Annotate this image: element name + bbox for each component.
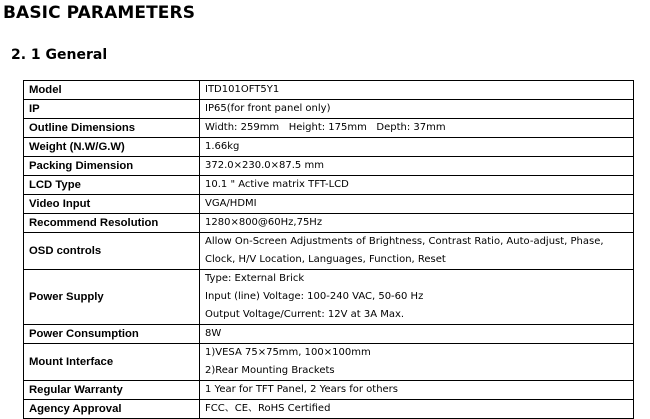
table-row-osd-controls (24, 233, 634, 270)
table-row-video-input (24, 195, 634, 214)
row-value: 1280×800@60Hz,75Hz (200, 214, 634, 233)
page-title: BASIC PARAMETERS (3, 3, 196, 23)
row-label: Power Consumption (24, 325, 200, 344)
table-row-recommend-resolution (24, 214, 634, 233)
spec-table (23, 80, 634, 419)
table-row-regular-warranty (24, 381, 634, 400)
row-label: Agency Approval (24, 400, 200, 419)
table-row-power-supply (24, 270, 634, 325)
row-label: Regular Warranty (24, 381, 200, 400)
section-heading: 2. 1 General (11, 47, 108, 63)
row-label: Mount Interface (24, 344, 200, 381)
table-row-packing-dimension (24, 157, 634, 176)
row-value: IP65(for front panel only) (200, 100, 634, 119)
table-row-ip (24, 100, 634, 119)
row-label: OSD controls (24, 233, 200, 270)
row-value: FCC、CE、RoHS Certified (200, 400, 634, 419)
row-value: VGA/HDMI (200, 195, 634, 214)
row-value: Type: External Brick Input (line) Voltage: 100-240 VAC, 50-60 Hz Output Voltage/Current: 12V at 3A Max. (200, 270, 634, 325)
row-value: 1.66kg (200, 138, 634, 157)
row-value: 1)VESA 75×75mm, 100×100mm 2)Rear Mounting Brackets (200, 344, 634, 381)
row-label: Recommend Resolution (24, 214, 200, 233)
table-row-weight (24, 138, 634, 157)
row-label: Video Input (24, 195, 200, 214)
row-label: Outline Dimensions (24, 119, 200, 138)
row-label: LCD Type (24, 176, 200, 195)
row-value: 1 Year for TFT Panel, 2 Years for others (200, 381, 634, 400)
row-value: 8W (200, 325, 634, 344)
row-label: IP (24, 100, 200, 119)
row-label: Model (24, 81, 200, 100)
table-row-mount-interface (24, 344, 634, 381)
row-value: Allow On-Screen Adjustments of Brightness, Contrast Ratio, Auto-adjust, Phase, Clock, H/V Location, Languages, Function, Reset (200, 233, 634, 270)
table-row-model (24, 81, 634, 100)
table-row-agency-approval (24, 400, 634, 419)
row-label: Power Supply (24, 270, 200, 325)
row-label: Weight (N.W/G.W) (24, 138, 200, 157)
row-value: Width: 259mm Height: 175mm Depth: 37mm (200, 119, 634, 138)
row-label: Packing Dimension (24, 157, 200, 176)
table-row-lcd-type (24, 176, 634, 195)
table-row-power-consumption (24, 325, 634, 344)
row-value: 10.1 " Active matrix TFT-LCD (200, 176, 634, 195)
row-value: 372.0×230.0×87.5 mm (200, 157, 634, 176)
row-value: ITD101OFT5Y1 (200, 81, 634, 100)
table-row-outline-dimensions (24, 119, 634, 138)
